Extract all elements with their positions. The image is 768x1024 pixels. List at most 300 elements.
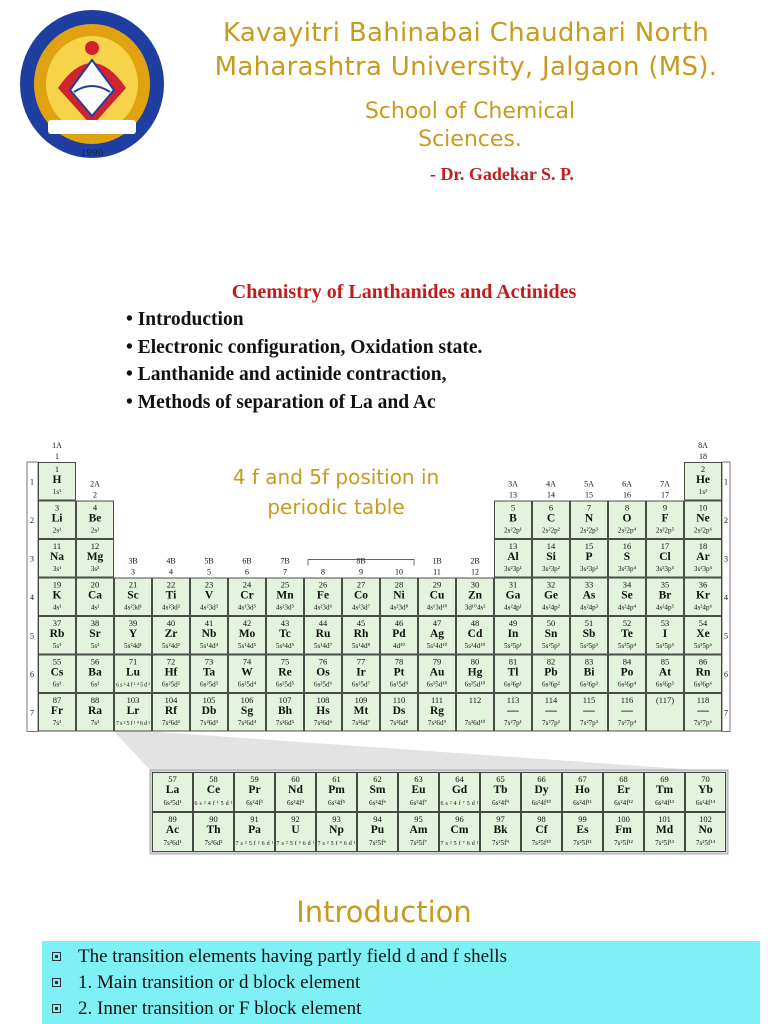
element-Sb-number: 51 [584,618,594,628]
element-B-config: 2s²2p¹ [504,526,522,535]
f-element-Pa-symbol: Pa [248,824,261,836]
element-Hf-symbol: Hf [164,666,178,679]
element-Ni-config: 4s²3d⁸ [389,603,409,612]
element-Ca-config: 4s² [90,603,100,612]
f-element-Eu-config: 6s²4f⁷ [409,799,428,807]
element-C-symbol: C [546,512,556,525]
introduction-list [52,944,507,1022]
element-Cr-config: 4s¹3d⁵ [237,603,257,612]
group-header-number: 12 [471,567,479,577]
element-Db-symbol: Db [201,705,217,717]
element-P-number: 15 [584,541,594,551]
element-—-config: 7s²7p⁶ [693,719,713,727]
period-label-right: 5 [724,631,728,641]
f-element-Pm-number: 61 [332,774,341,784]
f-element-Tb-symbol: Tb [493,784,508,796]
square-bullet-icon [52,952,61,961]
element-N-symbol: N [584,512,594,525]
element-Te-symbol: Te [621,628,633,640]
f-element-Dy-number: 66 [537,774,546,784]
period-label-left: 3 [30,554,34,564]
intro-item-text: The transition elements having partly field d and f shells [78,946,507,967]
element-Li-symbol: Li [51,512,63,525]
element-—-symbol: — [545,705,557,717]
element-Lr-config: 7s²5f¹⁴6d¹ [116,721,150,727]
element-—-config: 7s²7p¹ [504,719,522,727]
caption-line2: periodic table [267,495,405,519]
group-header-number: 11 [433,567,441,577]
group-header-top: 2B [470,556,480,566]
element-Sr-symbol: Sr [89,628,101,640]
school-name-line2: Sciences. [418,127,522,152]
element-Ge-config: 4s²4p² [542,603,560,612]
element-As-symbol: As [582,589,596,602]
element-Se-number: 34 [622,579,632,590]
university-title-line2: Maharashtra University, Jalgaon (MS). [214,52,718,82]
element-P-symbol: P [585,551,593,563]
element-Kr-number: 36 [698,579,708,590]
element-—-number: 118 [696,695,710,705]
element-Rh-config: 5s¹4d⁸ [351,642,371,650]
element-Al-number: 13 [508,541,518,551]
group-header-number: 14 [547,490,555,500]
element-H-number: 1 [54,464,60,474]
element-Sg-config: 7s²6d⁴ [237,719,257,727]
element-Cl-number: 17 [660,541,670,551]
f-element-Pa-config: 7s²5f²6d¹ [235,841,274,847]
element-C-number: 6 [548,502,554,513]
introduction-heading: Introduction [296,895,472,929]
element-—-symbol: — [583,705,595,717]
f-element-Th-number: 90 [209,814,218,824]
group-header-top: 3A [508,479,518,489]
intro-item [52,996,507,1022]
element-Zn-number: 30 [470,579,480,590]
f-element-Am-symbol: Am [409,824,428,836]
element-Tl-number: 81 [508,656,518,667]
group-header-number: 4 [169,567,173,577]
element-Tl-config: 6s²6p¹ [504,680,522,689]
f-element-Sm-config: 6s²4f⁶ [368,799,387,807]
element-Al-symbol: Al [507,551,519,563]
element-N-config: 2s²2p³ [580,526,598,535]
element-H-symbol: H [52,474,62,486]
element-Hs-number: 108 [316,695,330,705]
group-header-number: 1 [55,452,59,461]
period-label-right: 1 [724,477,728,487]
element-Mn-config: 4s²3d⁵ [275,603,295,612]
element-Ga-symbol: Ga [505,589,521,602]
element-Bi-config: 6s²6p³ [580,680,598,689]
f-element-Ac-config: 7s²6d¹ [163,839,182,847]
element-Lu-config: 6s²4f¹⁴5d¹ [116,682,150,689]
f-element-Am-config: 7s²5f⁷ [409,839,428,847]
element-Sr-config: 5s² [90,642,100,650]
f-element-Yb-number: 70 [701,774,710,784]
f-element-Pu-config: 7s²5f⁶ [368,839,387,847]
group-header-number: 8 [321,567,325,577]
author-name: - Dr. Gadekar S. P. [430,164,574,184]
element-Kr-symbol: Kr [695,589,711,602]
element-Ra-config: 7s² [90,719,100,727]
element-H-config: 1s¹ [52,488,62,496]
element-Rh-symbol: Rh [353,628,369,640]
element-K-number: 19 [52,579,62,590]
element-Be-config: 2s² [90,526,100,535]
f-element-Fm-config: 7s²5f¹² [614,839,633,847]
element-W-config: 6s²5d⁴ [237,680,257,689]
element-—-config: 7s²7p³ [580,719,598,727]
element-Pd-number: 46 [394,618,404,628]
element-Be-symbol: Be [88,512,102,525]
element-Rb-config: 5s¹ [52,642,62,650]
element-Re-config: 6s²5d⁵ [275,680,295,689]
element-Co-symbol: Co [353,589,369,602]
element-Fe-number: 26 [318,579,328,590]
f-element-Am-number: 95 [414,814,423,824]
element-Re-number: 75 [280,656,290,667]
element-S-config: 3s²3p⁴ [617,565,637,573]
element-Mt-symbol: Mt [353,705,369,717]
element-F-config: 2s²2p⁵ [655,526,675,535]
element-Ne-symbol: Ne [696,512,710,525]
element-Ni-number: 28 [394,579,404,590]
f-element-Md-number: 101 [658,814,671,824]
element-Lu-symbol: Lu [125,666,141,679]
element-In-config: 5s²5p¹ [504,642,522,650]
element-Rg-config: 7s²6d⁹ [427,719,447,727]
group-header-number: 16 [623,490,631,500]
element-Ar-symbol: Ar [696,551,710,563]
f-element-Yb-symbol: Yb [698,784,713,796]
group-header-number: 5 [207,567,211,577]
element-Sn-number: 50 [546,618,556,628]
element-Y-symbol: Y [128,628,138,640]
f-element-Yb-config: 6s²4f¹⁴ [695,799,716,807]
element-Kr-config: 4s²4p⁶ [693,603,713,612]
topic-item: • Lanthanide and actinide contraction, [126,364,447,385]
element-112-number: 112 [468,695,482,705]
element-Hs-config: 7s²6d⁶ [313,719,333,727]
f-element-Dy-symbol: Dy [534,784,549,796]
element-Pt-number: 78 [394,656,404,667]
element-V-number: 23 [204,579,214,590]
topic-item: • Methods of separation of La and Ac [126,391,436,413]
group-header-number: 3 [131,567,135,577]
f-element-Dy-config: 6s²4f¹⁰ [531,799,552,807]
f-element-Gd-symbol: Gd [451,784,468,796]
group-header-top: 1A [52,441,62,450]
element-Pb-symbol: Pb [544,666,558,679]
element-Ba-symbol: Ba [88,666,102,679]
period-label-left: 5 [30,631,34,641]
element-F-symbol: F [661,512,669,525]
element-Rn-number: 86 [698,656,708,667]
group-header-top: 8A [698,441,708,450]
element-Br-number: 35 [660,579,670,590]
element-Ga-number: 31 [508,579,518,590]
element-Mo-number: 42 [242,618,252,628]
f-element-La-symbol: La [165,784,180,796]
element-F-number: 9 [662,502,668,513]
group-header-top: 2A [90,479,100,489]
group-header-top: 3B [128,556,138,566]
group-header-number: 18 [699,452,707,461]
element-Cu-config: 4s¹3d¹⁰ [426,603,448,612]
element-K-symbol: K [52,589,62,602]
caption-line1: 4 f and 5f position in [232,465,440,489]
f-element-Tb-number: 65 [496,774,505,784]
group-header-top: 5B [204,556,214,566]
f-element-Cf-symbol: Cf [535,824,548,836]
f-element-Er-config: 6s²4f¹² [614,799,633,807]
element-Na-config: 3s¹ [52,565,62,573]
element-Po-config: 6s²6p⁴ [617,680,637,689]
f-element-Th-config: 7s²6d² [204,839,223,847]
element-Xe-config: 5s²5p⁶ [693,642,713,650]
element-Bh-config: 7s²6d⁵ [275,719,295,727]
element-Se-config: 4s²4p⁴ [617,603,637,612]
element-Os-config: 6s²5d⁶ [313,680,333,689]
element-Mo-config: 5s¹4d⁵ [237,642,257,650]
element-Ag-symbol: Ag [429,628,445,640]
element-Bh-number: 107 [278,695,292,705]
f-element-Tm-number: 69 [660,774,669,784]
element-At-number: 85 [660,656,670,667]
f-element-Es-config: 7s²5f¹¹ [573,839,592,847]
f-element-Ho-config: 6s²4f¹¹ [573,799,592,807]
element-Ar-config: 3s²3p⁶ [693,565,713,573]
element-Ti-number: 22 [166,579,176,590]
university-title-line1: Kavayitri Bahinabai Chaudhari North [223,18,709,48]
element-Te-number: 52 [622,618,632,628]
f-element-Pu-number: 94 [373,814,382,824]
element-Ag-number: 47 [432,618,442,628]
group-header-number: 15 [585,490,593,500]
element-Lu-number: 71 [128,656,138,667]
element-Hg-number: 80 [470,656,480,667]
element-Ta-config: 6s²5d³ [200,680,218,689]
element-Db-config: 7s²6d³ [200,719,218,727]
element-Ta-symbol: Ta [202,666,216,679]
period-label-right: 6 [724,669,728,679]
element-Cr-symbol: Cr [240,589,254,602]
element-Au-symbol: Au [429,666,445,679]
element-Fr-number: 87 [52,695,62,705]
element-Ru-config: 5s¹4d⁷ [313,642,333,650]
group-header-number: 7 [283,567,287,577]
period-label-left: 7 [30,708,34,718]
period-label-left: 4 [30,592,34,602]
element-Ds-config: 7s²6d⁸ [389,719,409,727]
f-element-Md-symbol: Md [655,824,674,836]
element-At-config: 6s²6p⁵ [655,680,675,689]
f-element-Pa-number: 91 [250,814,259,824]
element-—-number: 116 [620,695,634,705]
element-Ir-symbol: Ir [356,666,366,679]
topic-item: • Introduction [126,309,244,330]
f-element-La-config: 6s²5d¹ [163,799,182,807]
group-header-number: 2 [93,490,97,500]
f-element-U-number: 92 [291,814,300,824]
element-Xe-symbol: Xe [696,628,710,640]
element-Co-config: 4s²3d⁷ [351,603,371,612]
f-element-Es-number: 99 [578,814,587,824]
element-Rf-config: 7s²6d² [162,719,180,727]
element-Se-symbol: Se [621,589,633,602]
element-Mo-symbol: Mo [238,628,256,640]
element-Po-number: 84 [622,656,632,667]
f-element-Er-symbol: Er [617,784,630,796]
f-element-Eu-symbol: Eu [411,784,426,796]
element-Hf-config: 6s²5d² [162,680,180,689]
f-element-Th-symbol: Th [206,824,221,836]
element-Cd-number: 48 [470,618,480,628]
element-Ra-number: 88 [90,695,100,705]
group-header-top: 7B [280,556,290,566]
element-As-number: 33 [584,579,594,590]
element-Tc-config: 5s²4d⁵ [275,642,295,650]
intro-item [52,944,507,970]
element-Rb-number: 37 [52,618,62,628]
group-header-top: 5A [584,479,594,489]
element-B-number: 5 [510,502,516,513]
f-element-Pr-number: 59 [250,774,259,784]
element-O-number: 8 [624,502,630,513]
f-element-Fm-symbol: Fm [615,824,632,836]
element-Zr-number: 40 [166,618,176,628]
f-element-U-config: 7s²5f³6d¹ [276,841,315,847]
f-element-Tb-config: 6s²4f⁹ [491,799,510,807]
element-Rb-symbol: Rb [49,628,65,640]
element-Sc-number: 21 [128,579,138,590]
f-element-Cf-config: 7s²5f¹⁰ [531,839,552,847]
element-Bi-number: 83 [584,656,594,667]
element-Sr-number: 38 [90,618,100,628]
element-He-symbol: He [695,474,711,486]
element-Cl-symbol: Cl [659,551,671,563]
f-element-Cf-number: 98 [537,814,546,824]
element-Ga-config: 4s²4p¹ [504,603,522,612]
element-Cl-config: 3s²3p⁵ [655,565,675,573]
f-element-Pr-config: 6s²4f³ [246,799,263,807]
f-element-Np-config: 7s²5f⁴6d¹ [317,841,356,847]
element-Be-number: 4 [92,502,98,513]
element-Na-number: 11 [52,541,62,551]
element-Ta-number: 73 [204,656,214,667]
element-Sn-config: 5s²5p² [542,642,560,650]
element-W-symbol: W [241,666,253,679]
period-label-right: 3 [724,554,728,564]
element-Sc-config: 4s²3d¹ [124,603,142,612]
f-element-Pm-symbol: Pm [328,784,345,796]
f-element-Ce-number: 58 [209,774,218,784]
group-header-top: 4B [166,556,176,566]
f-element-Pu-symbol: Pu [370,824,385,836]
element-Po-symbol: Po [620,666,634,679]
element-Mt-config: 7s²6d⁷ [351,719,371,727]
element-Sn-symbol: Sn [544,628,558,640]
f-element-Cm-symbol: Cm [450,824,469,836]
element-B-symbol: B [509,512,517,525]
element-(117)-number: (117) [655,695,675,705]
f-element-Bk-symbol: Bk [493,824,508,836]
f-element-Ho-number: 67 [578,774,587,784]
f-element-Nd-symbol: Nd [288,784,303,796]
element-Cu-symbol: Cu [429,589,445,602]
element-Bh-symbol: Bh [277,705,293,717]
element-Ge-symbol: Ge [543,589,559,602]
element-Ne-config: 2s²2p⁶ [693,526,713,535]
school-name-line1: School of Chemical [364,99,576,124]
element-Ar-number: 18 [698,541,708,551]
element-Tc-number: 43 [280,618,290,628]
element-In-symbol: In [507,628,519,640]
element-Mg-config: 3s² [90,565,100,573]
element-Sg-number: 106 [240,695,254,705]
logo-year: 1990 [80,149,104,159]
square-bullet-icon [52,978,61,987]
f-element-Bk-number: 97 [496,814,505,824]
f-element-Es-symbol: Es [576,824,589,836]
element-Na-symbol: Na [49,551,65,563]
element-—-config: 7s²7p⁴ [617,719,637,727]
element-—-number: 114 [544,695,558,705]
group-header-number: 13 [509,490,517,500]
group-header-number: 10 [395,567,403,577]
element-Cu-number: 29 [432,579,442,590]
f-block-connector [114,732,726,773]
group-header-top: 7A [660,479,670,489]
element-Tc-symbol: Tc [279,628,291,640]
element-Ca-symbol: Ca [87,589,103,602]
element-I-symbol: I [662,628,668,640]
element-Sb-config: 5s²5p³ [580,642,598,650]
element-Sg-symbol: Sg [240,705,254,717]
f-element-Er-number: 68 [619,774,628,784]
element-Rn-config: 6s²6p⁶ [693,680,713,689]
school-name [330,98,610,154]
element-Nb-symbol: Nb [201,628,217,640]
element-Tl-symbol: Tl [507,666,519,679]
period-label-left: 6 [30,669,34,679]
element-Al-config: 3s²3p¹ [504,565,522,573]
f-element-No-number: 102 [699,814,712,824]
element-Fr-symbol: Fr [50,705,64,717]
f-element-Ho-symbol: Ho [575,784,590,796]
f-element-Pr-symbol: Pr [248,784,261,796]
element-He-config: 1s² [698,488,708,496]
element-He-number: 2 [700,464,706,474]
element-In-number: 49 [508,618,518,628]
f-element-No-config: 7s²5f¹⁴ [695,839,716,847]
element-Ds-symbol: Ds [392,705,406,717]
element-—-config: 7s²7p² [542,719,560,727]
element-At-symbol: At [658,666,672,679]
element-Ti-config: 4s²3d² [162,603,180,612]
intro-item [52,970,507,996]
element-Ru-number: 44 [318,618,328,628]
f-element-Eu-number: 63 [414,774,423,784]
f-element-Tm-symbol: Tm [655,784,674,796]
element-V-symbol: V [204,589,214,602]
element-Cd-config: 5s²4d¹⁰ [464,642,486,650]
f-element-Sm-number: 62 [373,774,382,784]
element-Ne-number: 10 [698,502,708,513]
f-element-Sm-symbol: Sm [369,784,386,796]
f-element-Md-config: 7s²5f¹³ [655,839,674,847]
element-Si-number: 14 [546,541,556,551]
